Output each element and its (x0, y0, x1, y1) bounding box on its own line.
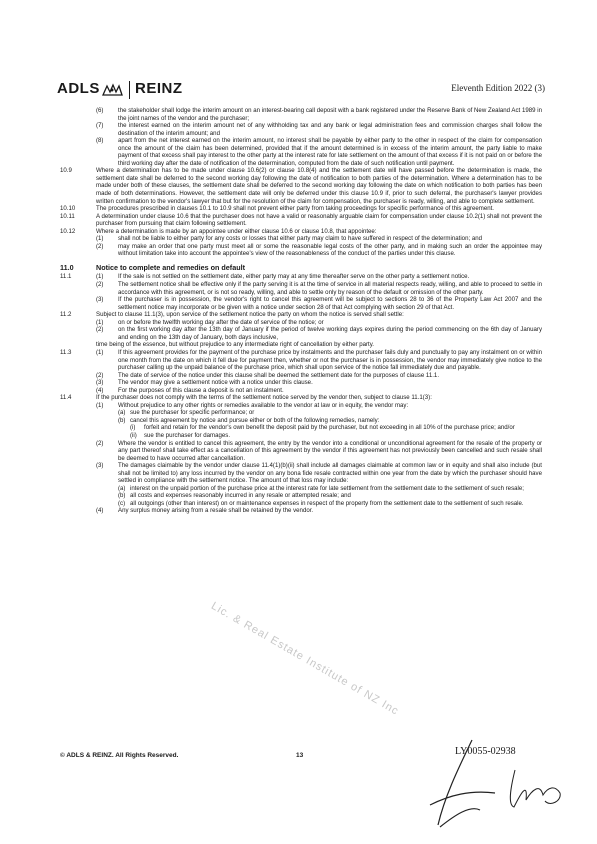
adls-logo: ADLS (57, 80, 100, 97)
clause-text: the stakeholder shall lodge the interim amount on an interest-bearing call deposit with a bank registered under the Reserve Bank of New Zealand Act 1989 in the joint names of the vendor and the purchaser; (118, 107, 542, 122)
subclause-number: (4) (96, 507, 104, 515)
indent (60, 440, 96, 463)
clause-text: The damages claimable by the vendor under clause 11.4(1)(b)(ii) shall include all damages claimable at common law or in equity and shall also include (but shall not be limited to) any loss incurred by the vendor on any bona fide resale contracted within one year from the date by which the purchaser should have settled in compliance with the settlement notice. The amount of that loss may include: (118, 462, 542, 485)
clause-paragraph (60, 243, 542, 258)
subclause-number: (2) (96, 371, 104, 379)
indent (96, 417, 118, 425)
indent (60, 417, 96, 425)
clause-paragraph (60, 107, 542, 122)
paragraph-letter: (c) (118, 499, 126, 507)
clause-text: on or before the twelfth working day after the date of service of the notice; or (118, 318, 324, 326)
clause-paragraph (60, 409, 542, 417)
paragraph-letter: (a) (118, 484, 126, 492)
indent (60, 507, 96, 515)
clause-text: Subject to clause 11.1(3), upon service of the settlement notice the party on whom the notice is served shall settle: (96, 311, 404, 319)
clause-paragraph (60, 485, 542, 493)
indent (96, 424, 118, 432)
subparagraph-numeral: (i) (130, 424, 136, 432)
clause-paragraph (60, 273, 542, 281)
subclause-number: (2) (96, 439, 104, 447)
clause-paragraph (60, 205, 542, 213)
subclause-number: (1) (96, 401, 104, 409)
clause-number: 10.10 (60, 205, 76, 213)
clause-text: the interest earned on the interim amount net of any withholding tax and any bank or legal administration fees and commission charges shall follow the destination of the interim amount; and (118, 122, 542, 137)
indent (60, 409, 96, 417)
clause-text: shall not be liable to either party for any costs or losses that either party may claim to have suffered in respect of the determination; and (118, 235, 483, 243)
indent (96, 485, 118, 493)
paragraph-letter: (b) (118, 416, 126, 424)
clause-number: 10.11 (60, 212, 75, 220)
clause-text: If the sale is not settled on the settlement date, either party may at any time thereafter serve on the other party a settlement notice. (118, 273, 470, 281)
clause-number: 10.12 (60, 227, 76, 235)
clause-paragraph (60, 326, 542, 341)
subclause-number: (2) (96, 242, 104, 250)
clause-paragraph (60, 507, 542, 515)
subclause-number: (1) (96, 273, 104, 281)
clause-paragraph (60, 213, 542, 228)
subclause-number: (1) (96, 235, 104, 243)
clause-paragraph (60, 394, 542, 402)
clause-text: The date of service of the notice under this clause shall be deemed the settlement date for the purposes of clause 11.1. (118, 371, 440, 379)
clause-text: Where a determination is made by an appointee under either clause 10.6 or clause 10.8, that appointee: (96, 227, 377, 235)
indent (60, 462, 96, 485)
clause-text: all outgoings (other than interest) on or maintenance expenses in respect of the property from the settlement date to the settlement of such resale. (130, 499, 524, 507)
page-header (57, 80, 545, 102)
clause-paragraph (60, 137, 542, 167)
clause-paragraph (60, 122, 542, 137)
page-number: 13 (296, 752, 304, 759)
clause-text: Without prejudice to any other rights or remedies available to the vendor at law or in equity, the vendor may: (118, 401, 409, 409)
clause-paragraph (60, 424, 542, 432)
subclause-number: (1) (96, 318, 104, 326)
clause-paragraph (60, 349, 542, 372)
clause-text: may make an order that one party must meet all or some the reasonable legal costs of the other party, and in making such an order the appointee may without limitation take into account the appointee's view of the reasonableness of the conduct of the parties under this clause. (118, 242, 542, 258)
indent (60, 137, 96, 167)
clause-text: sue the purchaser for damages. (144, 431, 231, 439)
paragraph-letter: (a) (118, 409, 126, 417)
clause-number: 11.2 (60, 311, 72, 319)
subclause-number: (3) (96, 462, 104, 470)
clause-number: 10.9 (60, 167, 72, 175)
indent (96, 500, 118, 508)
clause-number: 11.4 (60, 394, 72, 402)
clause-text: If the purchaser is in possession, the vendor's right to cancel this agreement will be subject to sections 28 to 36 of the Property Law Act 2007 and the settlement notice may incorporate or be given with a notice under section 28 of that Act complying with section 29 of that Act. (118, 296, 542, 311)
clause-paragraph (60, 167, 542, 205)
indent (60, 402, 96, 410)
clause-text: cancel this agreement by notice and pursue either or both of the following remedies, namely: (130, 416, 380, 424)
subclause-number: (8) (96, 137, 104, 145)
indent (60, 492, 96, 500)
clause-paragraph (60, 462, 542, 485)
document-body (60, 107, 542, 515)
clause-text: interest on the unpaid portion of the purchase price at the interest rate for late settlement from the settlement date to the settlement of such resale; (130, 484, 524, 492)
subclause-number: (7) (96, 122, 104, 130)
subclause-number: (3) (96, 379, 104, 387)
clause-paragraph (60, 319, 542, 327)
clause-number: 11.1 (60, 273, 72, 281)
clause-paragraph (60, 341, 542, 349)
clause-paragraph (60, 492, 542, 500)
indent (96, 432, 118, 440)
indent (60, 500, 96, 508)
subclause-number: (1) (96, 348, 104, 356)
watermark: Lic. & Real Estate Institute of NZ Inc (209, 600, 401, 718)
subparagraph-numeral: (ii) (130, 431, 137, 439)
indent (118, 424, 130, 432)
clause-text: forfeit and retain for the vendor's own benefit the deposit paid by the purchaser, but not exceeding in all 10% of the purchase price; and/or (144, 424, 515, 432)
clause-text: on the first working day after the 13th day of January if the period of twelve working days expires during the period commencing on the 6th day of January and ending on the 13th day of January, both days inclusive, (118, 326, 542, 341)
section-title: Notice to complete and remedies on default (96, 262, 245, 272)
clause-text: The settlement notice shall be effective only if the party serving it is at the time of service in all material respects ready, willing, and able to proceed to settle in accordance with this agreement, or is not so ready, willing, and able to settle only by reason of the default or omission of the other party. (118, 281, 542, 296)
clause-paragraph (60, 372, 542, 380)
clause-text: all costs and expenses reasonably incurred in any resale or attempted resale; and (130, 492, 351, 500)
clause-text: A determination under clause 10.6 that the purchaser does not have a valid or reasonably arguable claim for compensation under clause 10.2(1) shall not prevent the purchaser from pursuing that claim following settlement. (96, 212, 542, 228)
indent (60, 432, 96, 440)
indent (60, 107, 96, 122)
indent (60, 122, 96, 137)
indent (60, 235, 96, 243)
indent (60, 424, 96, 432)
clause-text: Where a determination has to be made under clause 10.6(2) or clause 10.8(4) and the settlement date will have passed before the determination is made, the settlement date shall be deferred to the second working day following the date of notification to both parties of the determination. Where a determination has to be made under both of these clauses, the settlement date shall be deferred to the second working day following the date on which notification to both parties has been made of both determinations. However, the settlement date will only be deferred under this clause 10.9 if, prior to such deferral, the purchaser's lawyer provides written confirmation to the vendor's lawyer that but for the resolution of the claim for compensation, the purchaser is ready, willing, and able to complete settlement. (96, 167, 542, 205)
handwritten-signatures (410, 735, 580, 835)
reinz-logo: REINZ (135, 80, 183, 97)
clause-paragraph (60, 440, 542, 463)
clause-paragraph (60, 281, 542, 296)
clause-paragraph (60, 379, 542, 387)
subclause-number: (6) (96, 107, 104, 114)
indent (60, 281, 96, 296)
indent (60, 485, 96, 493)
subclause-number: (2) (96, 281, 104, 289)
subclause-number: (3) (96, 296, 104, 304)
indent (60, 387, 96, 395)
indent (60, 243, 96, 258)
clause-text: time being of the essence, but without prejudice to any intermediate right of cancellation by either party. (96, 341, 374, 349)
clause-text: Where the vendor is entitled to cancel this agreement, the entry by the vendor into a conditional or unconditional agreement for the resale of the property or any part thereof shall take effect as a cancellation of this agreement by the vendor if this agreement has not previously been cancelled and such resale shall be deemed to have occurred after cancellation. (118, 439, 542, 462)
indent (60, 326, 96, 341)
logo-divider (129, 81, 130, 99)
subclause-number: (2) (96, 326, 104, 334)
indent (60, 341, 96, 349)
clause-text: The procedures prescribed in clauses 10.1 to 10.9 shall not prevent either party from taking proceedings for specific performance of this agreement. (96, 205, 494, 213)
clause-text: The vendor may give a settlement notice with a notice under this clause. (118, 379, 313, 387)
paragraph-letter: (b) (118, 492, 126, 500)
clause-paragraph (60, 311, 542, 319)
clause-text: If the purchaser does not comply with the terms of the settlement notice served by the vendor then, subject to clause 11.1(3): (96, 394, 432, 402)
indent (60, 379, 96, 387)
indent (60, 372, 96, 380)
clause-text: sue the purchaser for specific performance; or (130, 409, 255, 417)
clause-paragraph (60, 235, 542, 243)
clause-number: 11.3 (60, 348, 72, 356)
edition-label: Eleventh Edition 2022 (3) (451, 83, 545, 93)
clause-paragraph (60, 387, 542, 395)
clause-paragraph (60, 296, 542, 311)
subclause-number: (4) (96, 386, 104, 394)
document-reference: LY0055-02938 (455, 746, 516, 757)
clause-paragraph (60, 417, 542, 425)
adls-emblem-icon (101, 83, 123, 97)
section-number: 11.0 (60, 262, 74, 272)
clause-paragraph (60, 500, 542, 508)
indent (60, 296, 96, 311)
indent (118, 432, 130, 440)
clause-text: apart from the net interest earned on the interim amount, no interest shall be payable by either party to the other in respect of the claim for compensation once the amount of the claim has been determined, provided that if the amount determined is in excess of the interim amount, the party liable to make payment of that excess shall pay interest to the other party at the interest rate for late settlement on the amount of that excess if it is not paid on or before the third working day after the date of notification of the determination, computed from the date of such notification until payment. (118, 137, 542, 167)
clause-paragraph (60, 402, 542, 410)
copyright-notice: © ADLS & REINZ. All Rights Reserved. (60, 752, 179, 759)
indent (96, 492, 118, 500)
indent (96, 409, 118, 417)
section-heading (60, 264, 542, 272)
clause-text: For the purposes of this clause a deposit is not an instalment. (118, 386, 284, 394)
indent (60, 319, 96, 327)
clause-text: Any surplus money arising from a resale shall be retained by the vendor. (118, 507, 314, 515)
clause-paragraph (60, 228, 542, 236)
clause-paragraph (60, 432, 542, 440)
clause-text: If this agreement provides for the payment of the purchase price by instalments and the purchaser fails duly and punctually to pay any instalment on or within one month from the date on which it fell due for payment then, whether or not the purchaser is in possession, the vendor may immediately give notice to the purchaser calling up the unpaid balance of the purchase price, which shall upon service of the notice fall immediately due and payable. (118, 348, 542, 372)
